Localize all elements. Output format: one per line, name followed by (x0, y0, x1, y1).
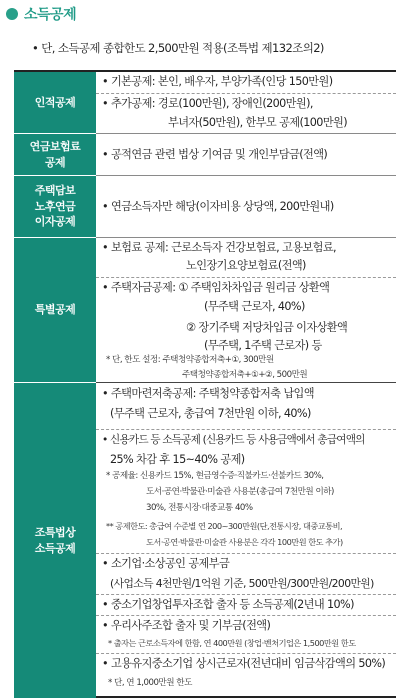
note-rate-2: 도서·공연·박물관·미술관 사용분(총급여 7천만원 이하) (146, 487, 334, 497)
item-additional-deduction-cont: 부녀자(50만원), 한부모 공제(100만원) (168, 116, 348, 129)
item-employee-stock: • 우리사주조합 출자 및 기부금(전액) (102, 619, 271, 632)
item-additional-deduction: • 추가공제: 경로(100만원), 장애인(200만원), (102, 97, 313, 110)
category-cell-housing-pension: 주택담보 노후연금 이자공제 (14, 176, 96, 238)
item-housing-fund-cont1: (무주택 근로자, 40%) (204, 300, 305, 313)
item-housing-savings-cont: (무주택 근로자, 총급여 7천만원 이하, 40%) (110, 407, 311, 420)
category-cell-special-tax: 조특법상 소득공제 (14, 383, 96, 698)
deduction-table (14, 70, 396, 698)
bullet-dot-icon (6, 8, 18, 20)
item-small-business-cont: (사업소득 4천만원/1억원 기준, 500만원/300만원/200만원) (110, 577, 374, 590)
row-divider (96, 594, 396, 595)
row-divider (96, 653, 396, 654)
row-divider (96, 93, 396, 94)
item-insurance: • 보험료 공제: 근로소득자 건강보험료, 고용보험료, (102, 241, 337, 254)
item-housing-fund-cont2: ② 장기주택 저당차입금 이자상환액 (186, 321, 348, 334)
category-cell-special: 특별공제 (14, 238, 96, 383)
category-cell-personal: 인적공제 (14, 72, 96, 134)
item-credit-card-cont: 25% 차감 후 15~40% 공제) (110, 453, 245, 466)
item-housing-savings: • 주택마련저축공제: 주택청약종합저축 납입액 (102, 387, 314, 400)
note-limit-cap: ** 공제한도: 총급여 수준별 연 200~300만원(단,전통시장, 대중교통비, (106, 521, 343, 531)
item-housing-fund: • 주택자금공제: ① 주택임차차입금 원리금 상환액 (102, 281, 330, 294)
section-title: 소득공제 (24, 7, 77, 23)
note-limit-2: 주택청약종합저축+①+②, 500만원 (182, 370, 308, 380)
row-divider (96, 277, 396, 278)
item-employment-retention: • 고용유지중소기업 상시근로자(전년대비 임금삭감액의 50%) (102, 657, 386, 670)
note-rate-1: * 공제율: 신용카드 15%, 현금영수증·직불카드·선불카드 30%, (106, 471, 324, 481)
limit-note: • 단, 소득공제 종합한도 2,500만원 적용(조특법 제132조의2) (32, 41, 324, 55)
row-divider (96, 429, 396, 430)
item-small-business: • 소기업·소상공인 공제부금 (102, 557, 230, 570)
item-basic-deduction: • 기본공제: 본인, 배우자, 부양가족(인당 150만원) (102, 75, 333, 88)
item-credit-card: • 신용카드 등 소득공제 (신용카드 등 사용금액에서 총급여액의 (102, 434, 365, 446)
item-housing-fund-cont3: (무주택, 1주택 근로자) 등 (204, 339, 322, 352)
section-heading (6, 2, 76, 26)
note-employment-retention: * 단, 연 1,000만원 한도 (108, 678, 192, 688)
item-insurance-cont: 노인장기요양보험료(전액) (186, 259, 306, 272)
category-cell-pension: 연금보험료 공제 (14, 134, 96, 176)
row-divider (96, 553, 396, 554)
note-limit-cap-cont: 도서·공연·박물관·미술관 사용분은 각각 100만원 한도 추가) (146, 537, 343, 547)
note-rate-3: 30%, 전통시장·대중교통 40% (146, 503, 253, 513)
note-limit-1: * 단, 한도 설정: 주택청약종합저축+①, 300만원 (106, 355, 274, 365)
item-venture-investment: • 중소기업창업투자조합 출자 등 소득공제(2년내 10%) (102, 598, 354, 611)
item-public-pension: • 공적연금 관련 법상 기여금 및 개인부담금(전액) (102, 148, 328, 161)
row-divider (96, 615, 396, 616)
item-pension-interest: • 연금소득자만 해당(이자비용 상당액, 200만원내) (102, 200, 334, 213)
note-employee-stock: * 출자는 근로소득자에 한함, 연 400만원 (창업·벤처기업은 1,500만원 한도 (108, 638, 356, 648)
